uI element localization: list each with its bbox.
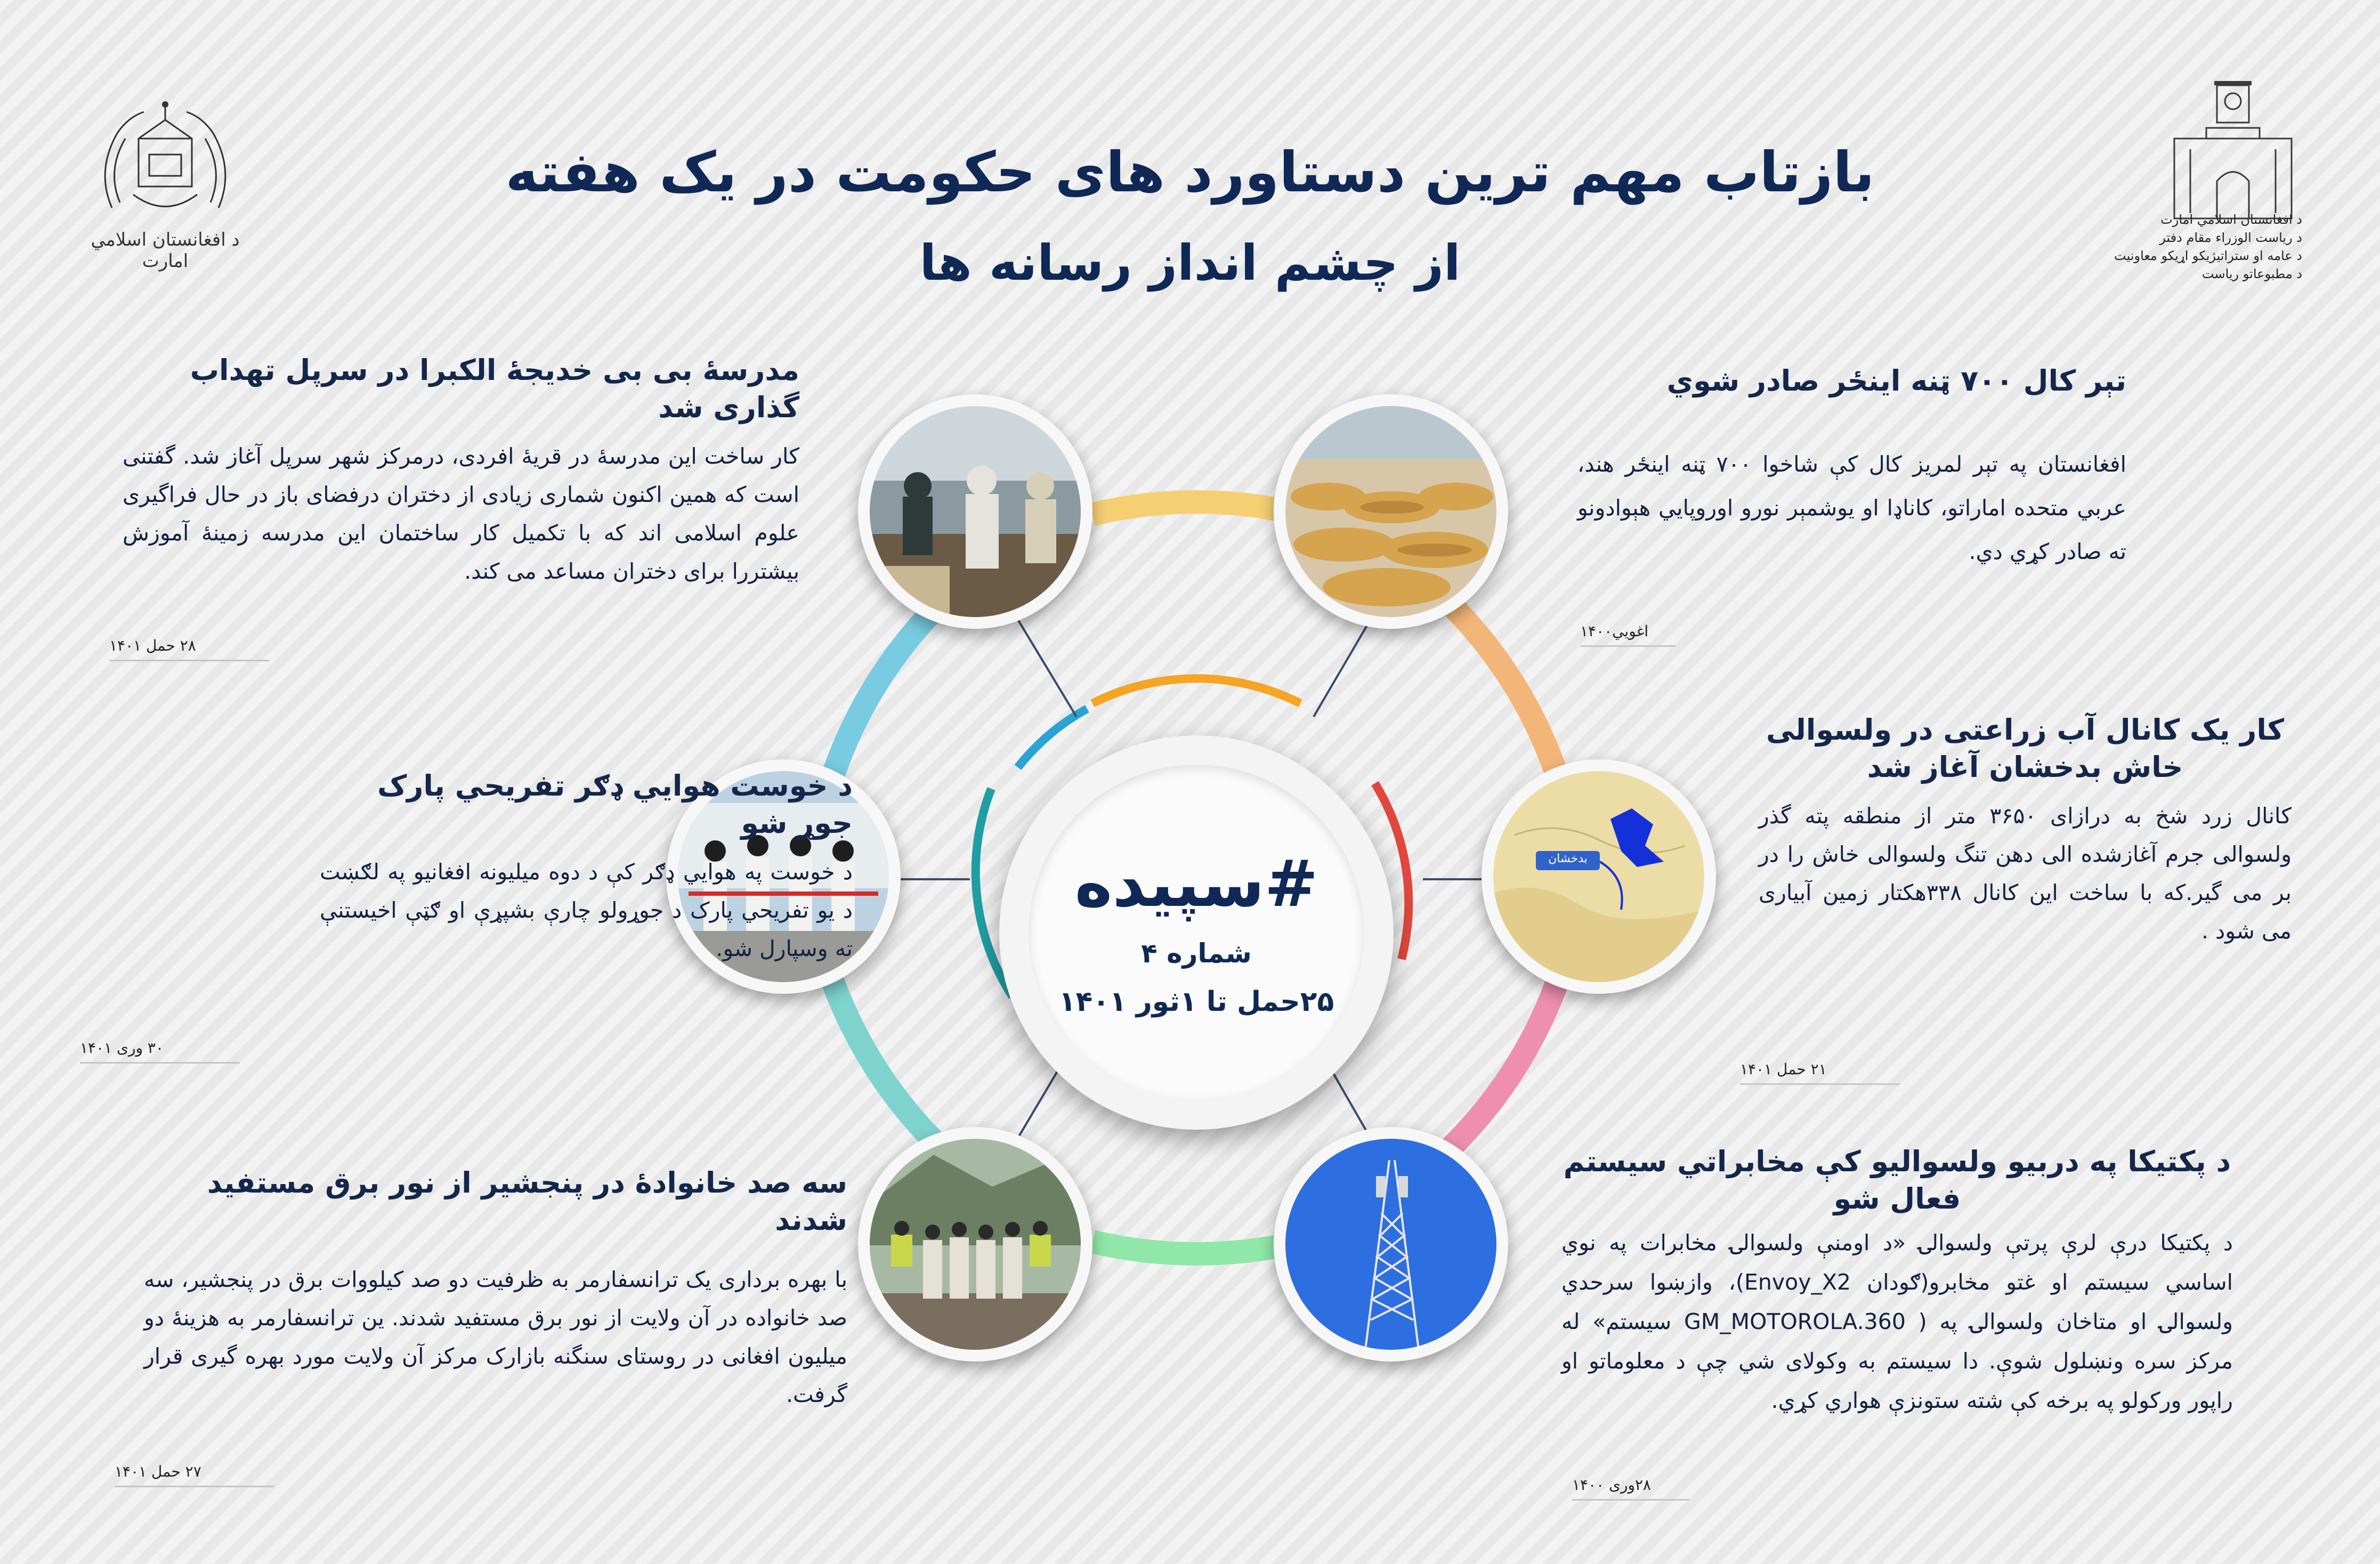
ring-arc-green bbox=[1092, 1242, 1300, 1254]
photo-panjshir-group bbox=[858, 1127, 1092, 1362]
news-heading: سه صد خانوادهٔ در پنجشیر از نور برق مستفید شدند bbox=[207, 1166, 847, 1237]
news-heading: تېر کال ۷۰۰ ټنه اينځر صادر شوي bbox=[1666, 364, 2126, 398]
news-heading: د پکتيکا په دربيو ولسواليو کې مخابراتي سيستم فعال شو bbox=[1563, 1145, 2231, 1215]
office-caption-line: د مطبوعاتو رياست bbox=[2201, 266, 2302, 281]
news-block-figs bbox=[1577, 362, 2126, 573]
news-body: با بهره برداری یک ترانسفارمر به ظرفیت دو صد کیلووات برق در پنجشیر، سه صد خانواده در آن ولایت از نور برق مستفید شدند. ین ترانسفارمر به هزینهٔ دو میلیون افغانی در روستای سنگنه بازارک مرکز آن ولایت مورد بهره گیری قرار گرفت. bbox=[144, 1267, 847, 1407]
center-badge bbox=[999, 735, 1394, 1130]
photo-badakhshan-map bbox=[1482, 759, 1716, 994]
news-block-badakhshan bbox=[1759, 711, 2292, 950]
page-title: بازتاب مهم ترین دستاورد های حکومت در یک هفته bbox=[505, 140, 1875, 205]
news-block-panjshir bbox=[144, 1164, 847, 1414]
news-body: د خوست په هوايي ډګر کې د دوه ميليونه افغانيو په لګښت د يو تفريحي پارک د جوړولو چارې بشپړې او ګټې اخيستنې ته وسپارل شو. bbox=[320, 859, 853, 961]
news-body: افغانستان په تېر لمريز کال کې شاخوا ۷۰۰ ټنه اينځر هند، عربي متحده اماراتو، کاناډا او يوشمېر نورو اوروپايي هېوادونو ته صادر کړي دي. bbox=[1577, 451, 2127, 564]
news-heading: د خوست هوايي ډګر تفريحي پارک جوړ شو bbox=[377, 769, 853, 840]
page-subtitle: از چشم انداز رسانه ها bbox=[919, 234, 1461, 291]
photo-figs bbox=[1274, 394, 1508, 629]
photo-telecom-tower bbox=[1274, 1127, 1508, 1362]
map-icon bbox=[1493, 771, 1704, 982]
inner-arc-blue bbox=[1018, 709, 1087, 767]
center-inner-disk bbox=[1029, 765, 1364, 1100]
news-date: اغويي۱۴۰۰ bbox=[1580, 622, 1676, 647]
news-date: ۲۷ حمل ۱۴۰۱ bbox=[115, 1463, 274, 1487]
crowd-photo-icon bbox=[870, 406, 1081, 617]
news-body: کار ساخت این مدرسهٔ در قریهٔ افردی، درمرکز شهر سرپل آغاز شد. گفتنی است که همین اکنون شماری زیادی از دختران درفضای باز در حال فراگیری علوم اسلامی اند که با تکمیل کار ساختمان این مدرسه زمینهٔ آموزش بیشتررا برای دختران مساعد می کند. bbox=[123, 443, 799, 584]
news-date: ۲۱ حمل ۱۴۰۱ bbox=[1740, 1060, 1900, 1085]
inner-arc-orange bbox=[1092, 678, 1300, 703]
map-label: بدخشان bbox=[1548, 852, 1588, 865]
tower-photo-icon bbox=[1285, 1139, 1496, 1350]
ring-arc-yellow bbox=[1092, 502, 1300, 514]
news-date: ۲۸وری ۱۴۰۰ bbox=[1572, 1476, 1689, 1501]
news-block-khost bbox=[320, 767, 853, 968]
news-heading: کار یک کانال آب زراعتی در ولسوالی خاش بدخشان آغاز شد bbox=[1766, 713, 2285, 784]
news-date: ۳۰ وری ۱۴۰۱ bbox=[80, 1039, 240, 1064]
date-range: ۲۵حمل تا ۱ثور ۱۴۰۱ bbox=[1058, 986, 1334, 1018]
news-block-madrasa bbox=[123, 352, 799, 590]
news-date: ۲۸ حمل ۱۴۰۱ bbox=[109, 637, 269, 661]
photo-madrasa-ceremony bbox=[858, 394, 1092, 629]
office-caption-line: د رياست الوزراء مقام دفتر bbox=[2159, 230, 2302, 245]
group-photo-icon bbox=[870, 1139, 1081, 1350]
hashtag-title: #سپیده bbox=[1074, 847, 1318, 921]
emblem-caption: د افغانستان اسلامي امارت bbox=[91, 229, 240, 272]
office-caption-line: د عامه او ستراتيژيکو اړيکو معاونيت bbox=[2114, 248, 2302, 263]
news-block-paktika bbox=[1561, 1143, 2233, 1420]
office-caption-line: د افغانستان اسلامي امارت bbox=[2160, 212, 2302, 227]
figs-photo-icon bbox=[1285, 406, 1496, 617]
news-heading: مدرسهٔ بی بی خدیجهٔ الکبرا در سرپل تهداب گذاری شد bbox=[190, 353, 799, 424]
news-body: د پکتيکا درې لرې پرتې ولسوالۍ «د اومنې ولسوالۍ مخابرات په نوي اساسي سيستم او غتو مخابرو(ګودان Envoy_X2)، وازښوا سرحدي ولسوالۍ او متاخان ولسوالۍ په ( GM_MOTOROLA.360 سيستم» له مرکز سره ونښلول شوې. دا سيستم به وکولای شي چې د معلوماتو او راپور ورکولو په برخه کې شته ستونزې هواري کړي. bbox=[1561, 1230, 2233, 1413]
issue-number: شماره ۴ bbox=[1141, 938, 1252, 969]
news-body: کانال زرد شخ به درازای ۳۶۵۰ متر از منطقه پته گذر ولسوالی جرم آغازشده الی دهن تنگ ولسوالی خاش را در بر می گیر.که با ساخت این کانال ۳۳۸هکتار زمین آبیاری می شود . bbox=[1759, 803, 2292, 944]
